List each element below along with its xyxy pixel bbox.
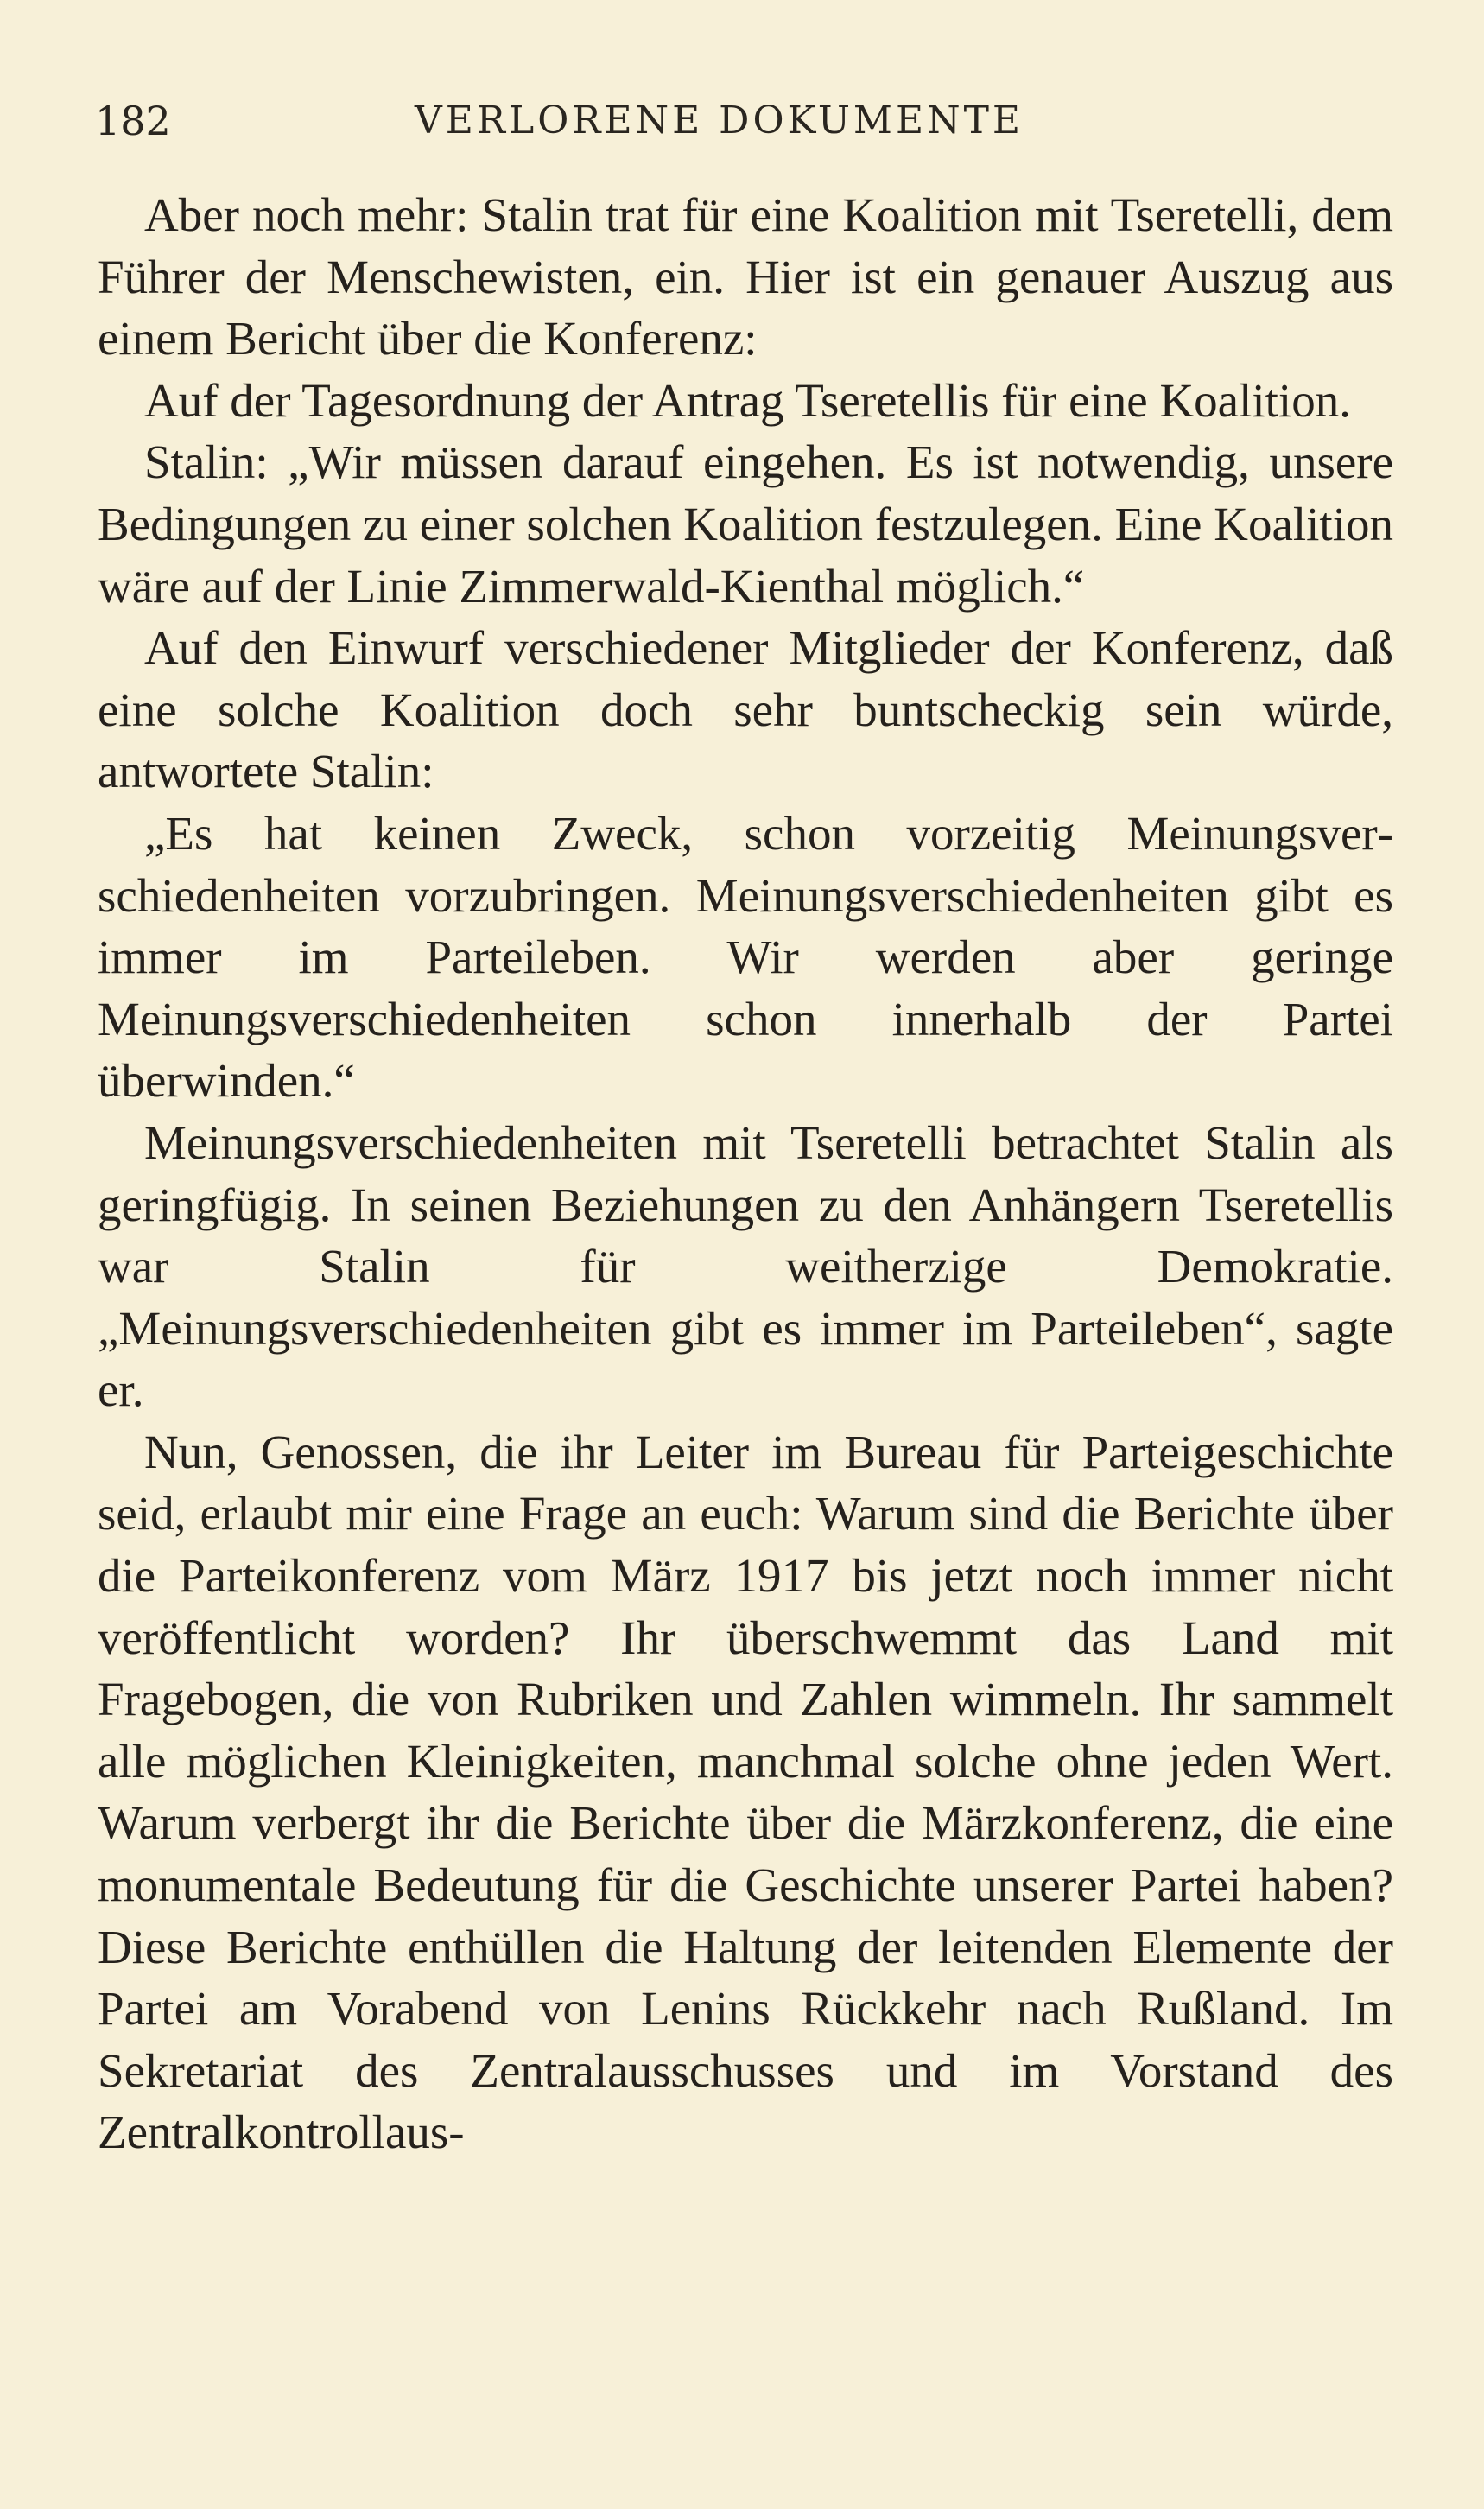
paragraph: Stalin: „Wir müssen darauf eingehen. Es ist notwendig, unsere Bedingungen zu einer solchen Koalition festzulegen. Eine Koalition wäre auf der Linie Zimmerwald-Kienthal möglich.“ <box>98 435 1393 613</box>
paragraph: Meinungsverschiedenheiten mit Tseretelli betrachtet Stalin als geringfügig. In seinen Beziehungen zu den Anhängern Tseretellis war Stalin für weitherzige Demokratie. „Meinungsverschiedenheiten gibt es immer im Parteileben“, sagte er. <box>98 1115 1393 1417</box>
paragraph: Auf den Einwurf verschiedener Mitglieder der Konferenz, daß eine solche Koalition doch sehr buntscheckig sein würde, antwortete Stalin: <box>98 621 1393 798</box>
paragraph: Nun, Genossen, die ihr Leiter im Bureau für Parteigeschichte seid, erlaubt mir eine Frage an euch: Warum sind die Berichte über die Parteikonferenz vom März 1917 bis jetzt noch immer nicht veröffentlicht worden? Ihr überschwemmt das Land mit Fragebogen, die von Rubriken und Zahlen wimmeln. Ihr sammelt alle möglichen Kleinigkeiten, manchmal solche ohne jeden Wert. Warum verbergt ihr die Berichte über die Märzkonferenz, die eine monumentale Bedeutung für die Geschichte unserer Partei haben? Diese Berichte enthüllen die Haltung der leitenden Elemente der Partei am Vorabend von Lenins Rückkehr nach Rußland. Im Sekretariat des Zentralausschusses und im Vorstand des Zentralkontrollaus- <box>98 1425 1393 2159</box>
page-header <box>95 86 1417 156</box>
page-number: 182 <box>95 98 171 144</box>
paragraph: „Es hat keinen Zweck, schon vorzeitig Meinungsverschiedenheiten vorzubringen. Meinungsverschiedenheiten gibt es immer im Parteileben. Wir werden aber geringe Meinungsverschiedenheiten schon innerhalb der Partei überwinden.“ <box>98 806 1393 1108</box>
paragraph: Auf der Tagesordnung der Antrag Tseretellis für eine Koalition. <box>144 373 1351 427</box>
running-title: VERLORENE DOKUMENTE <box>415 98 1024 143</box>
body-text <box>98 184 1393 2163</box>
paragraph: Aber noch mehr: Stalin trat für eine Koalition mit Tseretelli, dem Führer der Menschewisten, ein. Hier ist ein genauer Auszug aus einem Bericht über die Konferenz: <box>98 188 1393 365</box>
